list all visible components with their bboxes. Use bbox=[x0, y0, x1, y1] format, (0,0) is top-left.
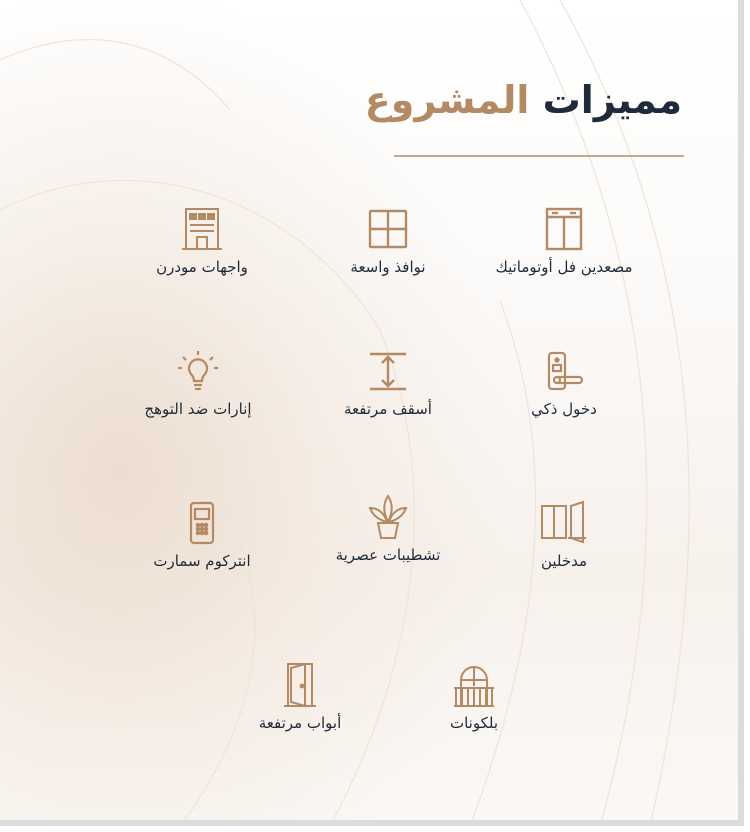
balcony-icon bbox=[448, 660, 500, 712]
feature-label: مدخلين bbox=[540, 552, 588, 570]
feature-label: تشطيبات عصرية bbox=[335, 546, 441, 564]
page-title bbox=[365, 78, 682, 132]
elevator-icon bbox=[538, 204, 590, 256]
tall-door-icon bbox=[274, 660, 326, 712]
feature-item bbox=[210, 660, 390, 750]
building-facade-icon bbox=[176, 204, 228, 256]
feature-label: نوافذ واسعة bbox=[350, 258, 426, 276]
feature-label: إنارات ضد التوهج bbox=[144, 400, 252, 418]
title-word-project: المشروع bbox=[364, 78, 530, 122]
feature-label: مصعدين فل أوتوماتيك bbox=[495, 258, 633, 276]
feature-item bbox=[108, 346, 288, 436]
feature-label: أبواب مرتفعة bbox=[258, 714, 342, 732]
feature-label: بلكونات bbox=[449, 714, 499, 732]
smart-lock-icon bbox=[538, 346, 590, 398]
feature-item bbox=[384, 660, 564, 750]
feature-item bbox=[474, 346, 654, 436]
feature-label: واجهات مودرن bbox=[156, 258, 248, 276]
window-icon bbox=[362, 204, 414, 256]
feature-label: أسقف مرتفعة bbox=[344, 400, 432, 418]
title-divider bbox=[394, 155, 684, 157]
feature-item bbox=[112, 204, 292, 294]
feature-item bbox=[298, 346, 478, 436]
feature-item bbox=[474, 498, 654, 588]
feature-label: دخول ذكي bbox=[531, 400, 597, 418]
feature-item bbox=[298, 492, 478, 582]
plant-pot-icon bbox=[362, 492, 414, 544]
feature-item bbox=[474, 204, 654, 294]
ceiling-height-icon bbox=[362, 346, 414, 398]
light-bulb-icon bbox=[172, 346, 224, 398]
feature-item bbox=[112, 498, 292, 588]
feature-item bbox=[298, 204, 478, 294]
intercom-icon bbox=[176, 498, 228, 550]
feature-label: انتركوم سمارت bbox=[153, 552, 251, 570]
double-door-icon bbox=[538, 498, 590, 550]
title-word-features: مميزات bbox=[542, 78, 682, 122]
